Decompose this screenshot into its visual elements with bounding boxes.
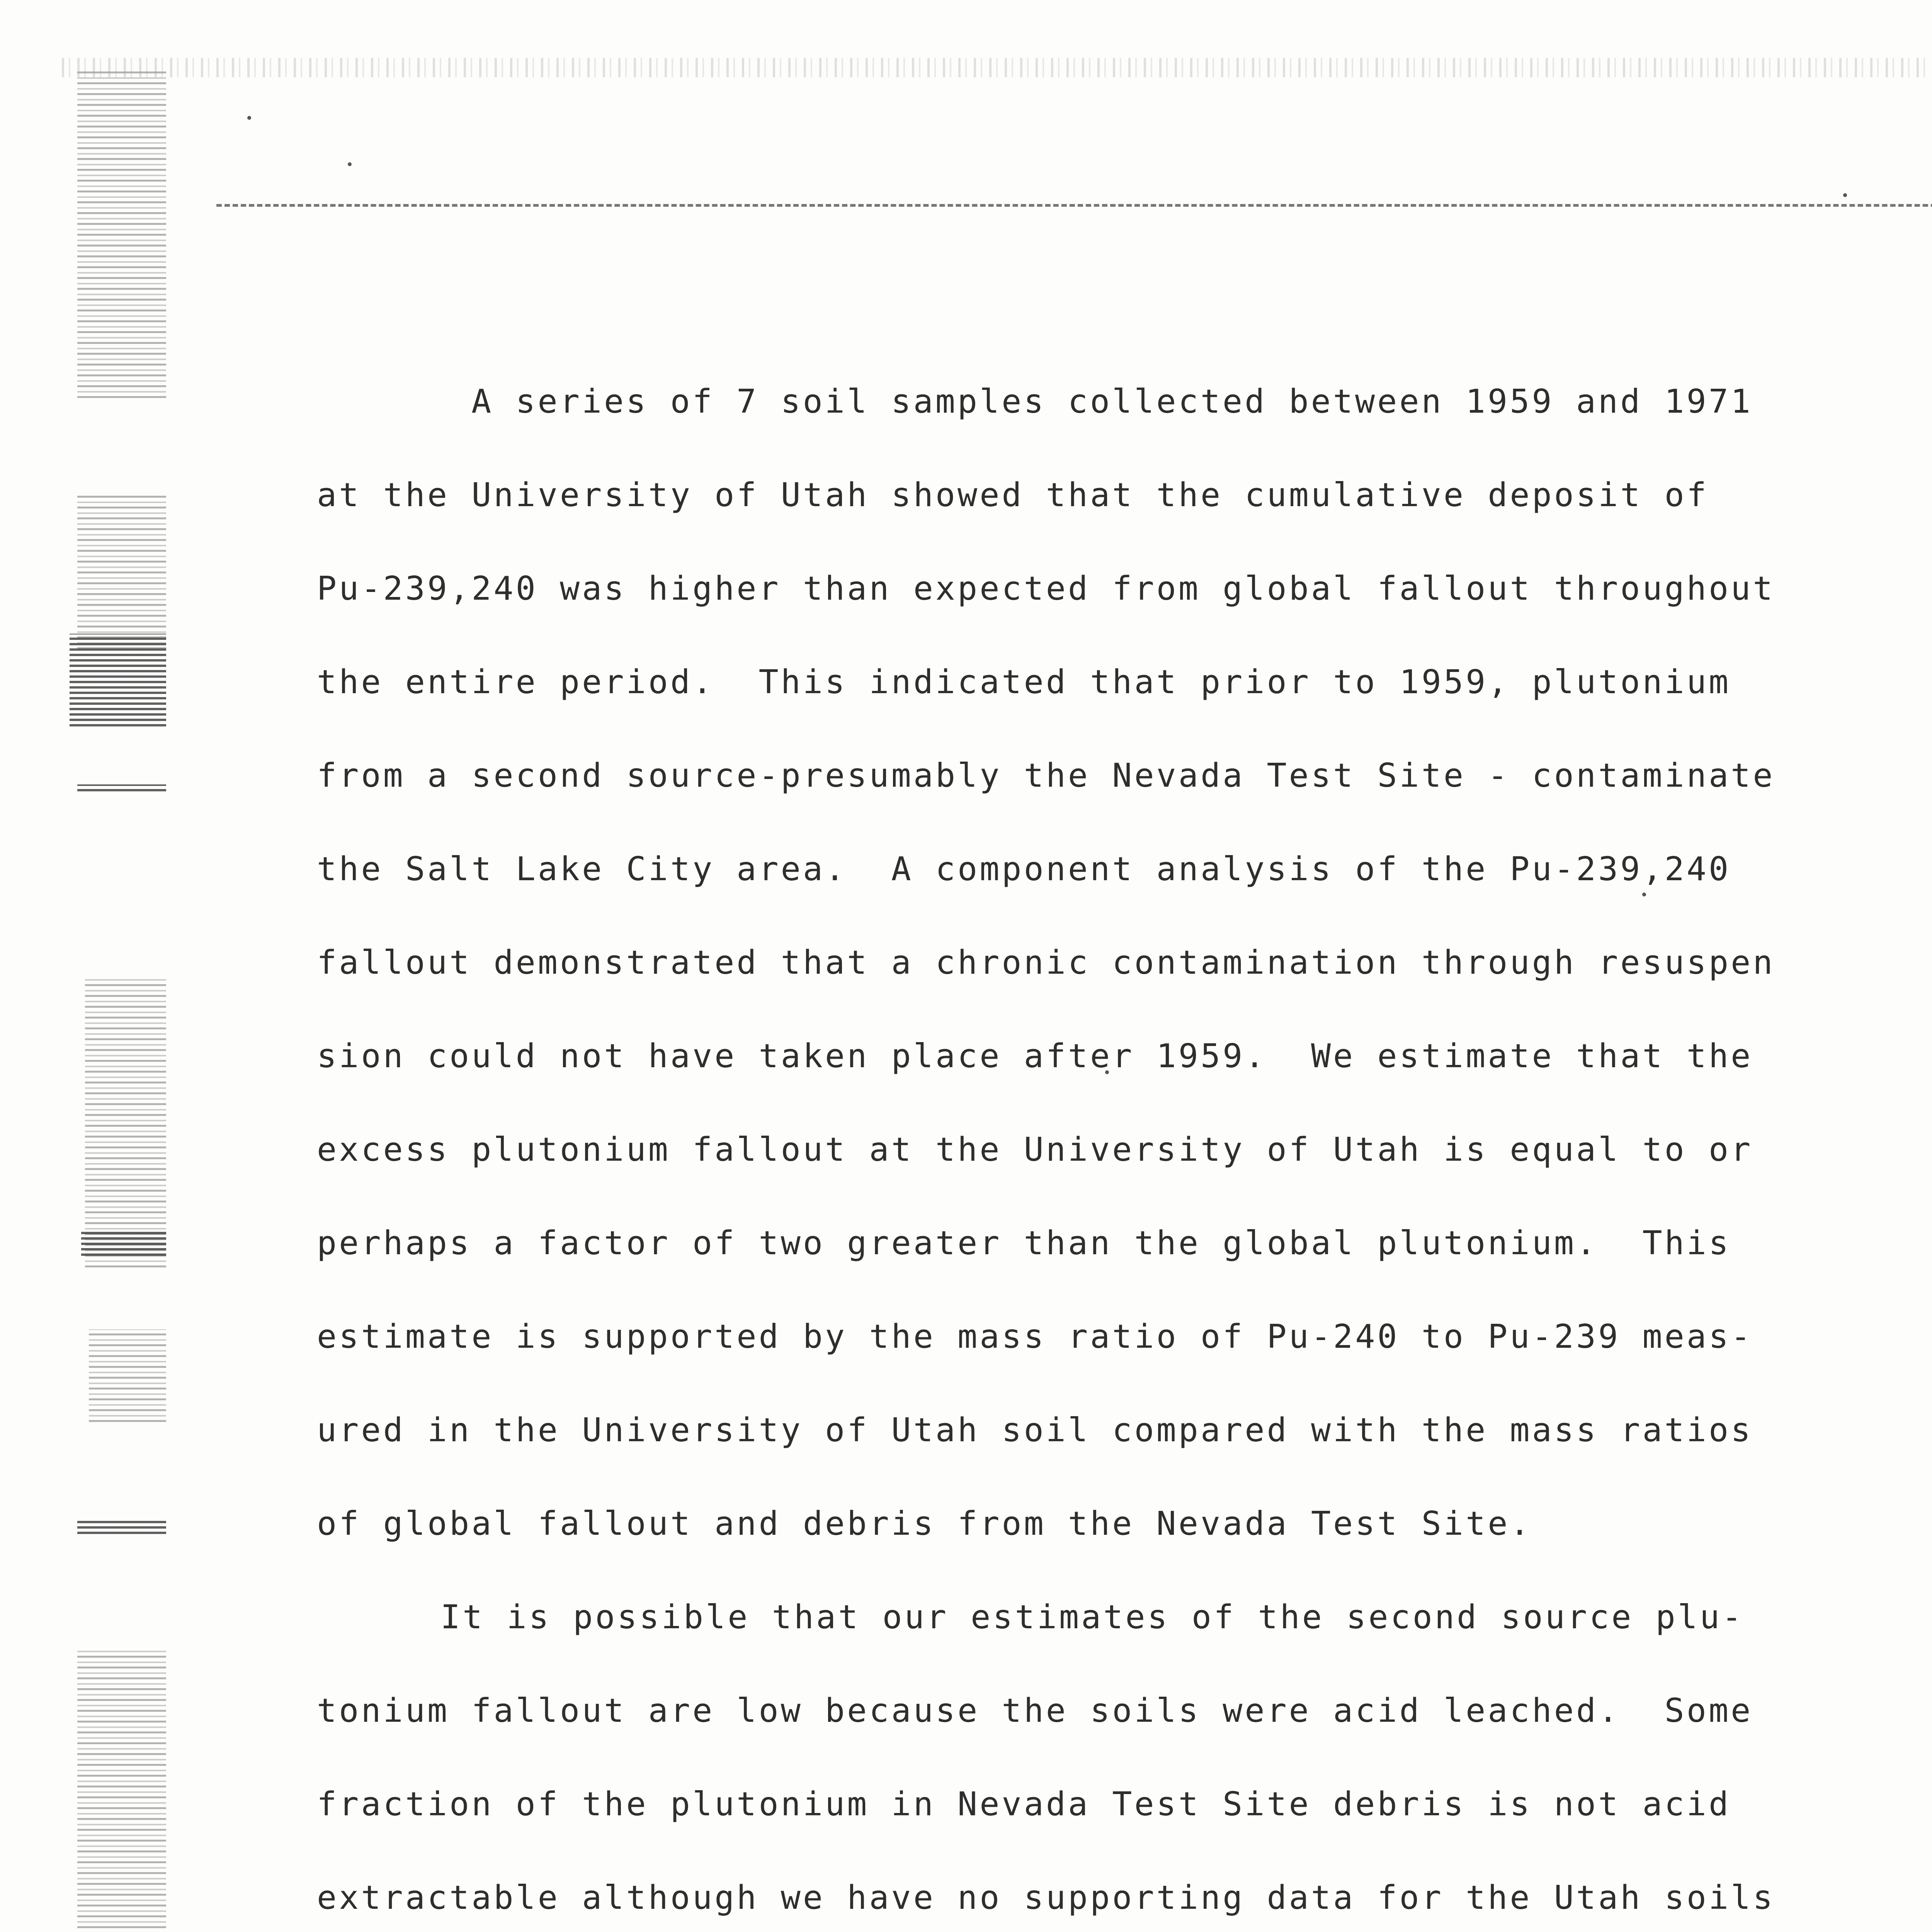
binding-mark bbox=[81, 1229, 166, 1256]
binding-noise bbox=[77, 70, 166, 398]
paragraph-1-line: from a second source-presumably the Nevada Test Site - contaminate bbox=[317, 757, 1775, 795]
scan-dot bbox=[247, 116, 251, 120]
paragraph-1-line: the entire period. This indicated that prior to 1959, plutonium bbox=[317, 663, 1731, 701]
paragraph-1-line: at the University of Utah showed that the cumulative deposit of bbox=[317, 476, 1709, 514]
paragraph-1-line: estimate is supported by the mass ratio of Pu-240 to Pu-239 meas- bbox=[317, 1318, 1753, 1356]
paragraph-1-line: excess plutonium fallout at the University of Utah is equal to or bbox=[317, 1131, 1753, 1169]
paragraph-1-line: fallout demonstrated that a chronic contamination through resuspen bbox=[317, 944, 1775, 982]
binding-mark bbox=[70, 634, 166, 726]
scan-dot bbox=[1642, 893, 1646, 896]
paragraph-2-line: tonium fallout are low because the soils were acid leached. Some bbox=[317, 1692, 1753, 1730]
header-rule bbox=[216, 204, 1932, 207]
paragraph-2-line: It is possible that our estimates of the second source plu- bbox=[440, 1598, 1744, 1636]
paragraph-1-line: the Salt Lake City area. A component analysis of the Pu-239,240 bbox=[317, 850, 1731, 888]
binding-noise bbox=[85, 978, 166, 1267]
paragraph-1-line: sion could not have taken place after 1959. We estimate that the bbox=[317, 1037, 1753, 1075]
paragraph-1-line: perhaps a factor of two greater than the global plutonium. This bbox=[317, 1224, 1731, 1262]
binding-noise bbox=[89, 1329, 166, 1422]
paragraph-1-line: Pu-239,240 was higher than expected from global fallout throughout bbox=[317, 570, 1775, 608]
scan-noise-top bbox=[62, 58, 1932, 77]
paragraph-1-line: of global fallout and debris from the Nevada Test Site. bbox=[317, 1505, 1532, 1543]
paragraph-1-line: A series of 7 soil samples collected between 1959 and 1971 bbox=[471, 383, 1753, 421]
paragraph-2-line: fraction of the plutonium in Nevada Test Site debris is not acid bbox=[317, 1785, 1731, 1823]
binding-mark bbox=[77, 1519, 166, 1534]
binding-noise bbox=[77, 495, 166, 649]
scan-dot bbox=[1843, 193, 1847, 197]
binding-noise bbox=[77, 1650, 166, 1932]
scan-dot bbox=[348, 162, 352, 166]
paragraph-1-line: ured in the University of Utah soil compared with the mass ratios bbox=[317, 1411, 1753, 1449]
binding-mark bbox=[77, 784, 166, 791]
paragraph-2-line: extractable although we have no supporting data for the Utah soils bbox=[317, 1879, 1775, 1917]
